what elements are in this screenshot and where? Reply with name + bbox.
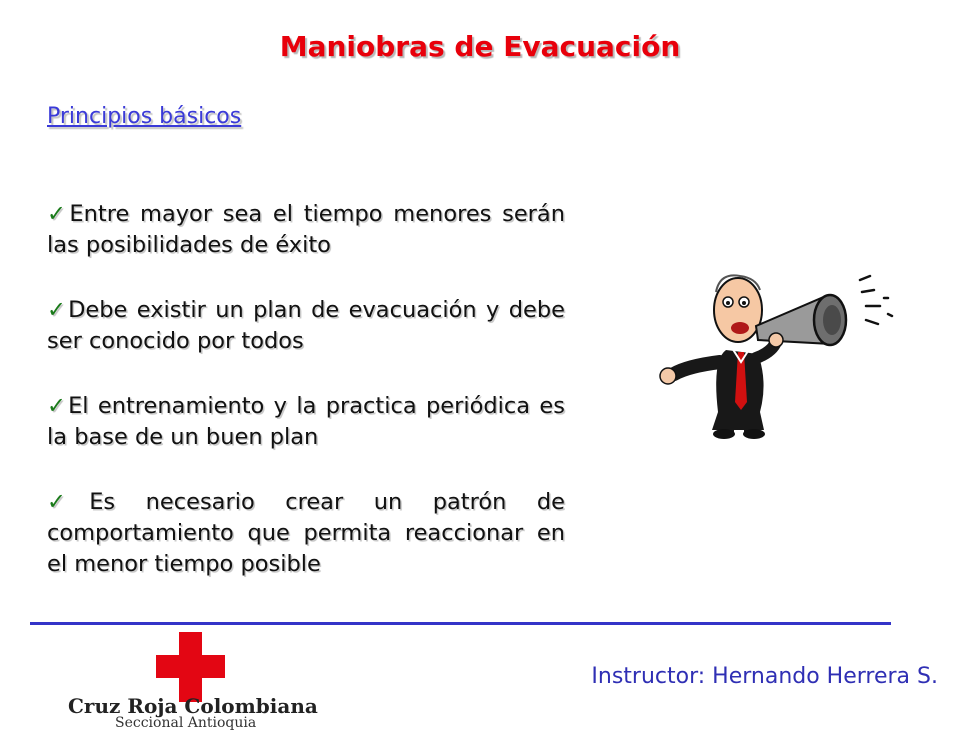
bullet-item — [47, 487, 565, 580]
checkmark-icon: ✓ — [47, 393, 69, 419]
bullet-item — [47, 391, 565, 453]
checkmark-icon: ✓ — [47, 201, 70, 227]
checkmark-icon: ✓ — [47, 489, 90, 515]
bullet-text: Debe existir un plan de evacuación y debe ser conocido por todos — [47, 297, 565, 354]
footer-divider — [30, 622, 891, 625]
bullet-text: Es necesario crear un patrón de comportamiento que permita reaccionar en el menor tiempo posible — [47, 489, 566, 577]
bullet-list — [47, 199, 565, 614]
bullet-text: El entrenamiento y la practica periódica es la base de un buen plan — [47, 393, 565, 450]
cruz-roja-logo — [60, 632, 330, 731]
red-cross-icon — [156, 632, 225, 702]
slide-title: Maniobras de Evacuación — [279, 30, 681, 63]
bullet-item — [47, 199, 565, 261]
checkmark-icon: ✓ — [47, 297, 69, 323]
man-with-megaphone-icon — [648, 262, 908, 442]
bullet-text: Entre mayor sea el tiempo menores serán las posibilidades de éxito — [47, 201, 565, 258]
logo-name: Cruz Roja Colombiana — [68, 694, 318, 718]
instructor-credit: Instructor: Hernando Herrera S. — [591, 664, 938, 689]
logo-subtitle: Seccional Antioquia — [115, 715, 257, 731]
slide-subtitle: Principios básicos — [47, 104, 242, 129]
bullet-item — [47, 295, 565, 357]
